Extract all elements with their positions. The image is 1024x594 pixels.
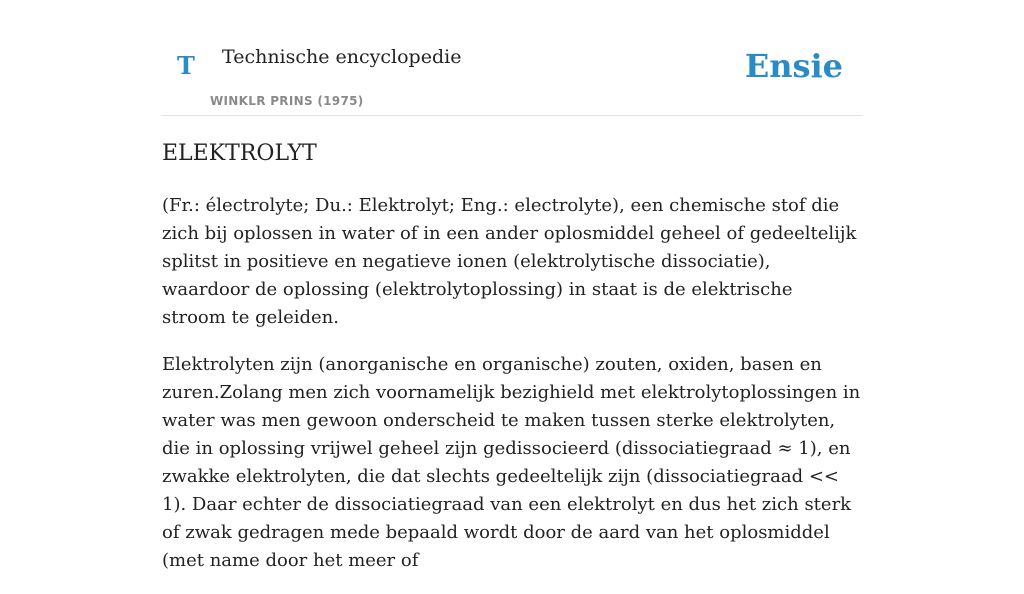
article-paragraph: (Fr.: électrolyte; Du.: Elektrolyt; Eng.: electrolyte), een chemische stof die zich bij oplossen in water of in een ander oplosmiddel geheel of gedeeltelijk splitst in positieve en negatieve ionen (elektrolytische dissociatie), waardoor de oplossing (elektrolytoplossing) in staat is de elektrische stroom te geleiden. (162, 195, 857, 328)
book-logo-icon[interactable]: T (177, 51, 195, 80)
article-paragraph: Elektrolyten zijn (anorganische en organische) zouten, oxiden, basen en zuren.Zolang men zich voornamelijk bezighield met elektrolytoplossingen in water was men gewoon onderscheid te maken tussen sterke elektrolyten, die in oplossing vrijwel geheel zijn gedissocieerd (dissociatiegraad ≈ 1), en zwakke elektrolyten, die dat slechts gedeeltelijk zijn (dissociatiegraad << 1). Daar echter de dissociatiegraad van een elektrolyt en dus het zich sterk of zwak gedragen mede bepaald wordt door de aard van het oplosmiddel (met name door het meer of (162, 354, 861, 571)
book-source-label: WINKLR PRINS (1975) (210, 94, 364, 108)
article-headword: ELEKTROLYT (162, 141, 317, 166)
book-title-link[interactable]: Technische encyclopedie (222, 46, 462, 68)
article-header (162, 0, 862, 116)
page (162, 0, 862, 571)
article-body (162, 192, 862, 594)
ensie-logo-link[interactable]: Ensie (744, 47, 843, 85)
